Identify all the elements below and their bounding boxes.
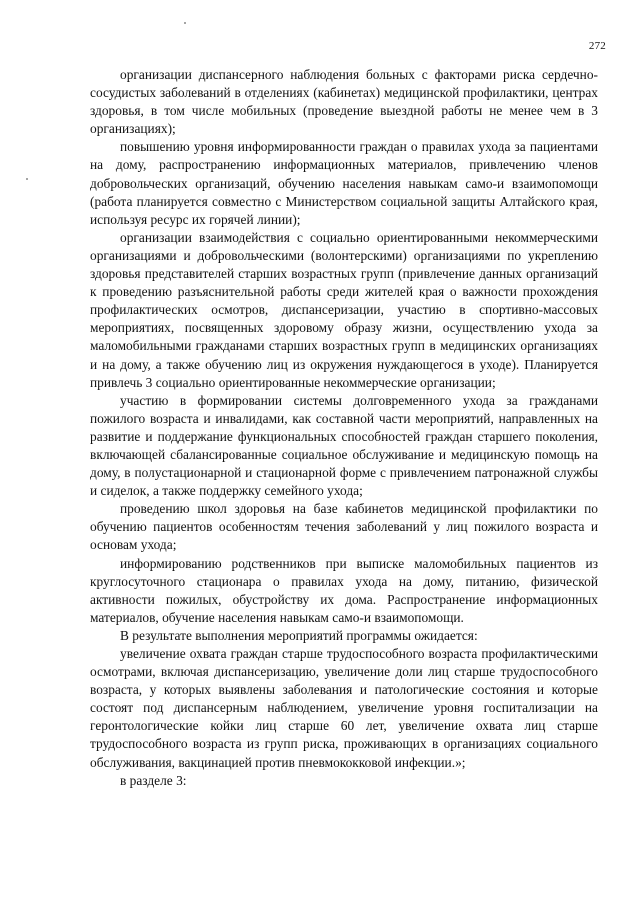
paragraph-health-schools: проведению школ здоровья на базе кабинетов медицинской профилактики по обучению пациентов особенностям течения заболеваний у лиц пожилого возраста и основам ухода; (90, 501, 598, 553)
paragraph-relatives-information: информированию родственников при выписке маломобильных пациентов из круглосуточного стационара о правилах ухода на дому, питанию, физической активности пожилых, обустройству их дома. Распространение информационных материалов, обучение населения навыкам само-и взаимопомощи. (90, 555, 598, 625)
page-number: 272 (588, 40, 606, 52)
scan-speck (26, 178, 28, 180)
paragraph-expected-results: В результате выполнения мероприятий программы ожидается: (120, 627, 478, 643)
paragraph-long-term-care: участию в формировании системы долговременного ухода за гражданами пожилого возраста и инвалидами, как составной части мероприятий, направленных на развитие и поддержание функциональных способностей граждан старшего поколения, включающей сбалансированные социальное обслуживание и медицинскую помощь на дому, в полустационарной и стационарной форме с привлечением патронажной службы и сиделок, а также поддержку семейного ухода; (90, 392, 598, 499)
paragraph-dispensary-observation: организации диспансерного наблюдения больных с факторами риска сердечно-сосудистых заболеваний в отделениях (кабинетах) медицинской профилактики, центрах здоровья, в том числе мобильных (проведение выездной работы не менее чем в 3 организациях); (90, 67, 598, 137)
scan-speck (184, 22, 186, 24)
paragraph-ngo-interaction: организации взаимодействия с социально ориентированными некоммерческими организациями и добровольческими (волонтерскими) организациями по укреплению здоровья представителей старших возрастных групп (привлечение данных организаций к проведению разъяснительной работы среди жителей края о важности прохождения профилактических осмотров, диспансеризации, участию в спортивно-массовых мероприятиях, посвященных здоровому образу жизни, осуществлению ухода за маломобильными гражданами старших возрастных групп в медицинских организациях и на дому, а также обучению лиц из окружения нуждающегося в уходе). Планируется привлечь 3 социально ориентированные некоммерческие организации; (90, 229, 598, 390)
paragraph-coverage-increase: увеличение охвата граждан старше трудоспособного возраста профилактическими осмотрами, включая диспансеризацию, увеличение доли лиц старше трудоспособного возраста, у которых выявлены заболевания и патологические состояния и которые состоят под диспансерным наблюдением, увеличение уровня госпитализации на геронтологические койки лиц старше 60 лет, увеличение охвата лиц старше трудоспособного возраста из групп риска, проживающих в организациях социального обслуживания, вакцинацией против пневмококковой инфекции.»; (90, 646, 598, 770)
paragraph-section-3: в разделе 3: (120, 772, 187, 788)
document-body (90, 66, 598, 790)
paragraph-care-awareness: повышению уровня информированности граждан о правилах ухода за пациентами на дому, распространению информационных материалов, привлечению членов добровольческих организаций, обучению населения навыкам само-и взаимопомощи (работа планируется совместно с Министерством социальной защиты Алтайского края, используя ресурс их горячей линии); (90, 139, 598, 227)
